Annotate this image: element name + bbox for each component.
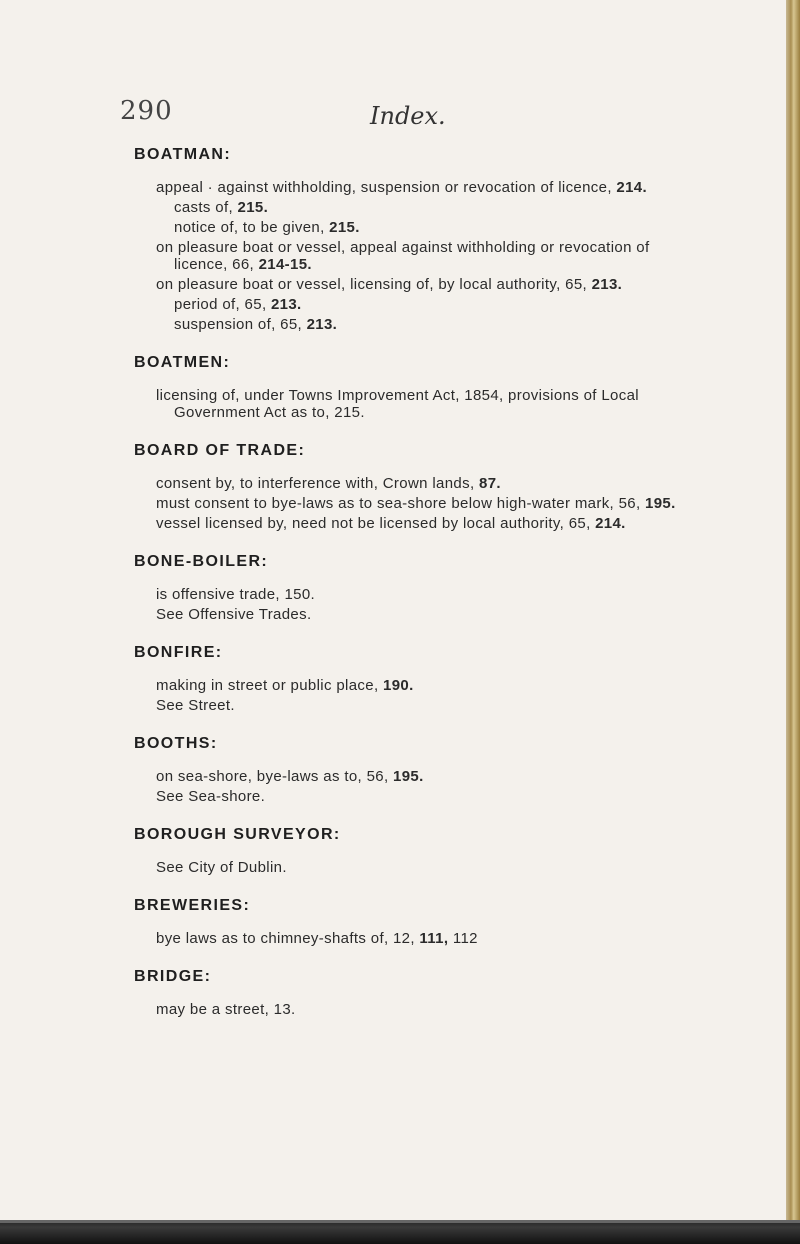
entry-text: may be a street, 13. bbox=[156, 1001, 296, 1018]
index-heading: BOROUGH SURVEYOR: bbox=[134, 826, 341, 843]
index-entry bbox=[134, 697, 706, 714]
index-section bbox=[134, 968, 706, 1018]
index-entry bbox=[134, 768, 706, 785]
entry-text: vessel licensed by, need not be licensed by local authority, 65, bbox=[156, 515, 596, 532]
entry-trailing-text: 112 bbox=[448, 930, 478, 947]
entry-page-ref: 215. bbox=[237, 199, 269, 216]
index-entry bbox=[134, 930, 706, 947]
index-entry bbox=[134, 586, 706, 603]
index-heading: BONFIRE: bbox=[134, 644, 223, 661]
index-section bbox=[134, 897, 706, 947]
index-entry bbox=[134, 475, 706, 492]
entry-text: is offensive trade, 150. bbox=[156, 586, 316, 603]
running-head: Index. bbox=[370, 102, 446, 130]
entry-text: See Street. bbox=[156, 697, 235, 714]
entry-text: consent by, to interference with, Crown lands, bbox=[156, 475, 479, 492]
page-header bbox=[120, 96, 680, 136]
index-heading: BRIDGE: bbox=[134, 968, 212, 985]
index-section bbox=[134, 735, 706, 805]
index-entry bbox=[134, 495, 706, 512]
index-section bbox=[134, 644, 706, 714]
index-entry bbox=[134, 1001, 706, 1018]
index-heading: BREWERIES: bbox=[134, 897, 251, 914]
entry-page-ref: 213. bbox=[591, 276, 623, 293]
index-section bbox=[134, 553, 706, 623]
entry-page-ref: 214. bbox=[616, 179, 647, 196]
index-heading: BOATMAN: bbox=[134, 146, 232, 163]
entry-page-ref: 214-15. bbox=[258, 256, 312, 273]
entry-page-ref: 215. bbox=[329, 219, 360, 236]
index-entry bbox=[134, 276, 706, 293]
page-number: 290 bbox=[120, 96, 173, 126]
entry-text: bye laws as to chimney-shafts of, 12, bbox=[156, 930, 420, 947]
index-entry bbox=[134, 677, 706, 694]
entry-text: See City of Dublin. bbox=[156, 859, 287, 876]
index-heading: BONE-BOILER: bbox=[134, 553, 269, 570]
index-entry bbox=[134, 296, 706, 313]
index-content bbox=[134, 146, 706, 1039]
entry-page-ref: 190. bbox=[383, 677, 414, 694]
entry-page-ref: 195. bbox=[645, 495, 676, 512]
entry-page-ref: 195. bbox=[393, 768, 424, 785]
index-entry bbox=[134, 179, 706, 196]
index-section bbox=[134, 354, 706, 421]
index-section bbox=[134, 146, 706, 333]
entry-text: appeal · against withholding, suspension or revocation of licence, bbox=[156, 179, 617, 196]
index-entry bbox=[134, 199, 706, 216]
page-edge bbox=[786, 0, 800, 1244]
entry-text: See Offensive Trades. bbox=[156, 606, 312, 623]
entry-text: licensing of, under Towns Improvement Act, 1854, provisions of Local Government Act as to, 215. bbox=[156, 387, 639, 421]
entry-text: suspension of, 65, bbox=[174, 316, 307, 333]
index-heading: BOOTHS: bbox=[134, 735, 218, 752]
index-entry bbox=[134, 788, 706, 805]
index-section bbox=[134, 442, 706, 532]
index-section bbox=[134, 826, 706, 876]
index-heading: BOATMEN: bbox=[134, 354, 231, 371]
entry-text: notice of, to be given, bbox=[174, 219, 330, 236]
index-entry bbox=[134, 859, 706, 876]
entry-page-ref: 111, bbox=[419, 930, 449, 947]
index-entry bbox=[134, 606, 706, 623]
index-entry bbox=[134, 387, 706, 421]
entry-text: casts of, bbox=[174, 199, 238, 216]
entry-text: must consent to bye-laws as to sea-shore below high-water mark, 56, bbox=[156, 495, 646, 512]
entry-text: period of, 65, bbox=[174, 296, 271, 313]
entry-text: See Sea-shore. bbox=[156, 788, 266, 805]
index-entry bbox=[134, 239, 706, 273]
index-heading: BOARD OF TRADE: bbox=[134, 442, 306, 459]
entry-page-ref: 214. bbox=[595, 515, 626, 532]
index-entry bbox=[134, 515, 706, 532]
entry-page-ref: 213. bbox=[306, 316, 338, 333]
entry-text: making in street or public place, bbox=[156, 677, 384, 694]
entry-text: on pleasure boat or vessel, licensing of, by local authority, 65, bbox=[156, 276, 592, 293]
entry-page-ref: 87. bbox=[479, 475, 501, 492]
index-entry bbox=[134, 219, 706, 236]
entry-text: on sea-shore, bye-laws as to, 56, bbox=[156, 768, 394, 785]
entry-text: on pleasure boat or vessel, appeal against withholding or revocation of licence, 66, bbox=[156, 239, 650, 273]
entry-page-ref: 213. bbox=[270, 296, 302, 313]
index-entry bbox=[134, 316, 706, 333]
scan-bottom-edge bbox=[0, 1220, 800, 1244]
